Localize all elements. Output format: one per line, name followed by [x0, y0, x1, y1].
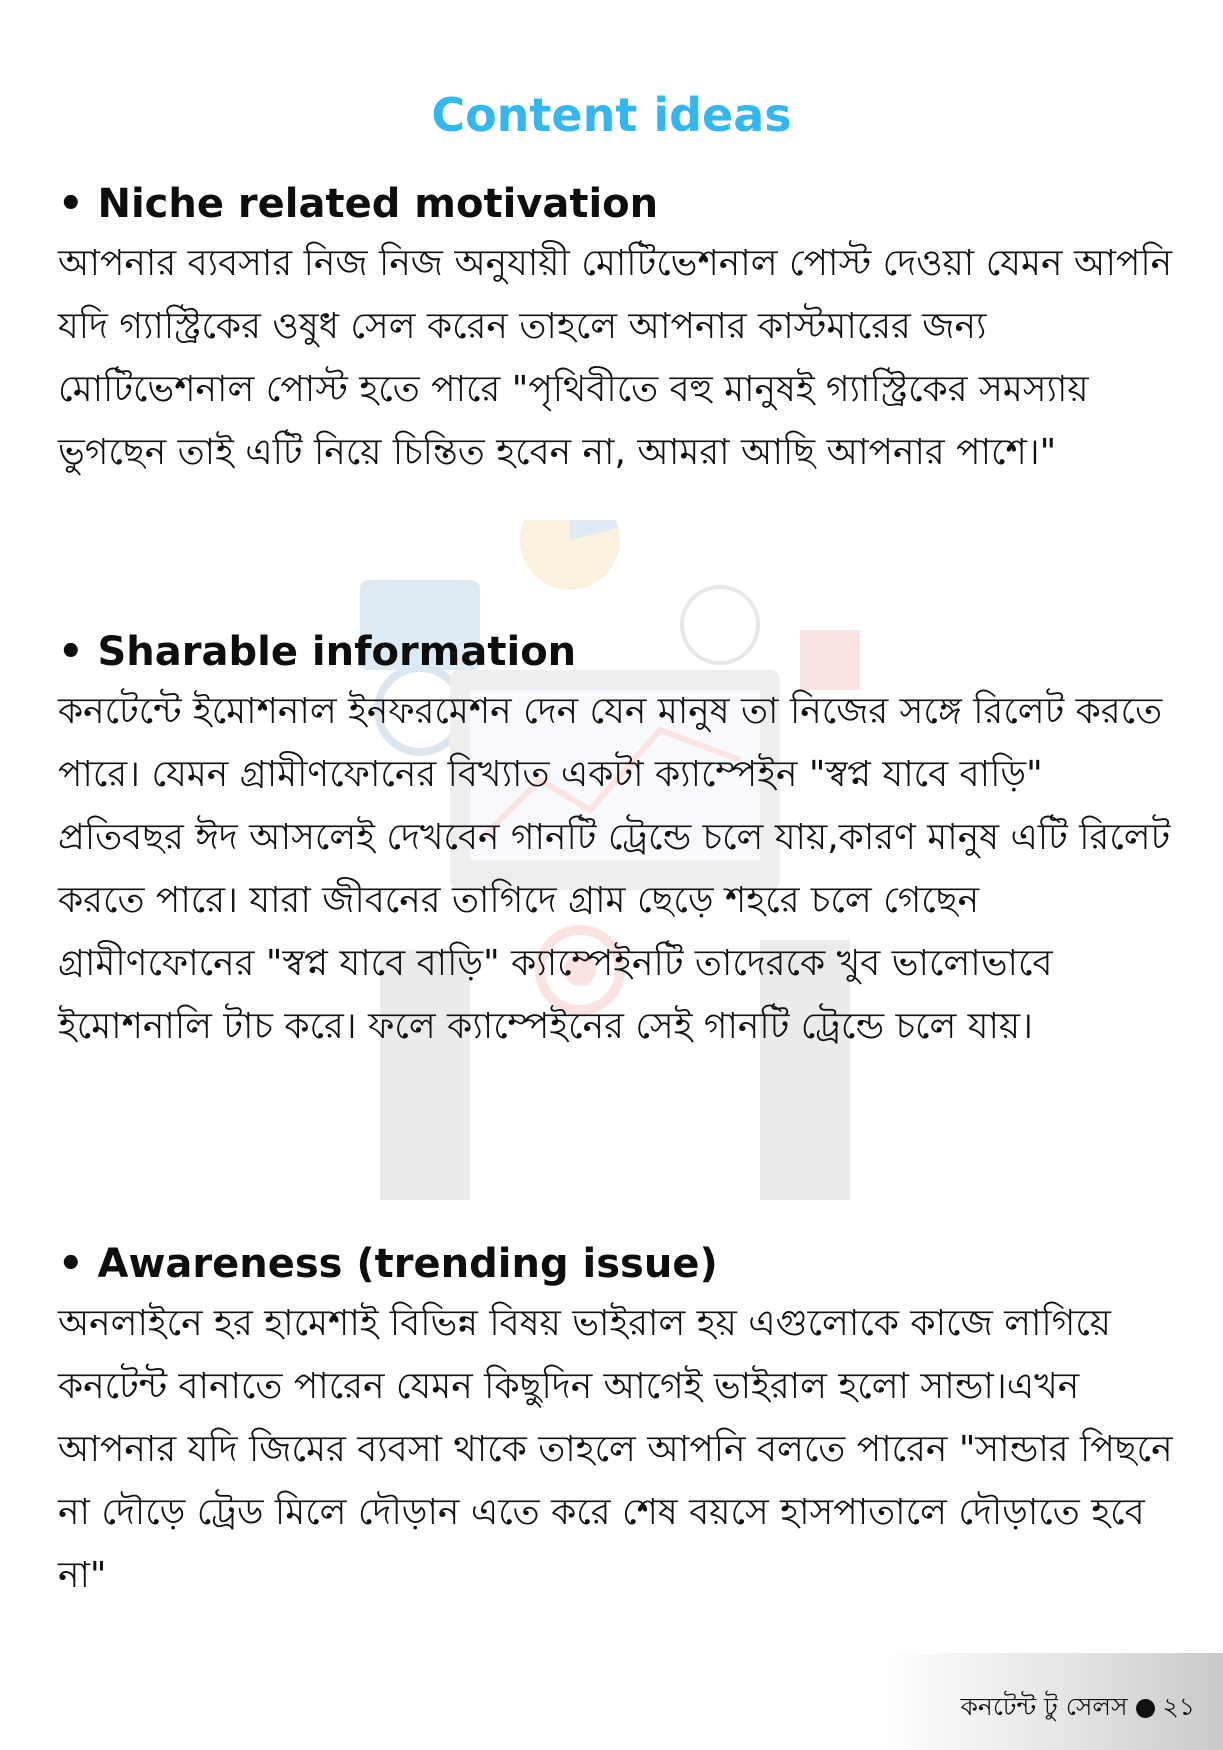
section-sharable-information	[58, 624, 1178, 1058]
bullet-dot-icon	[1136, 1699, 1155, 1718]
section-heading: • Niche related motivation	[58, 181, 659, 227]
footer-book-title: কনটেন্ট টু সেলস	[960, 1692, 1128, 1721]
section-niche-motivation	[58, 176, 1178, 484]
footer-text	[960, 1687, 1195, 1730]
section-body: আপনার ব্যবসার নিজ নিজ অনুযায়ী মোটিভেশনাল পোস্ট দেওয়া যেমন আপনি যদি গ্যাস্ট্রিকের ওষুধ সেল করেন তাহলে আপনার কাস্টমারের জন্য মোটিভেশনাল পোস্ট হতে পারে "পৃথিবীতে বহু মানুষই গ্যাস্ট্রিকের সমস্যায় ভুগছেন তাই এটি নিয়ে চিন্তিত হবেন না, আমরা আছি আপনার পাশে।"	[58, 243, 1173, 473]
section-awareness	[58, 1236, 1178, 1607]
page-footer	[883, 1653, 1223, 1750]
section-heading: • Sharable information	[58, 629, 577, 675]
page-number: ২১	[1162, 1692, 1195, 1721]
page-title: Content ideas	[431, 88, 792, 142]
section-body: অনলাইনে হর হামেশাই বিভিন্ন বিষয় ভাইরাল হয় এগুলোকে কাজে লাগিয়ে কনটেন্ট বানাতে পারেন যেমন কিছুদিন আগেই ভাইরাল হলো সান্ডা।এখন আপনার যদি জিমের ব্যবসা থাকে তাহলে আপনি বলতে পারেন "সান্ডার পিছনে না দৌড়ে ট্রেড মিলে দৌড়ান এতে করে শেষ বয়সে হাসপাতালে দৌড়াতে হবে না"	[58, 1303, 1173, 1596]
section-body: কনটেন্টে ইমোশনাল ইনফরমেশন দেন যেন মানুষ তা নিজের সঙ্গে রিলেট করতে পারে। যেমন গ্রামীণফোনের বিখ্যাত একটা ক্যাম্পেইন "স্বপ্ন যাবে বাড়ি" প্রতিবছর ঈদ আসলেই দেখবেন গানটি ট্রেন্ডে চলে যায়,কারণ মানুষ এটি রিলেট করতে পারে। যারা জীবনের তাগিদে গ্রাম ছেড়ে শহরে চলে গেছেন গ্রামীণফোনের "স্বপ্ন যাবে বাড়ি" ক্যাম্পেইনটি তাদেরকে খুব ভালোভাবে ইমোশনালি টাচ করে। ফলে ক্যাম্পেইনের সেই গানটি ট্রেন্ডে চলে যায়।	[58, 691, 1171, 1047]
section-heading: • Awareness (trending issue)	[58, 1241, 718, 1287]
